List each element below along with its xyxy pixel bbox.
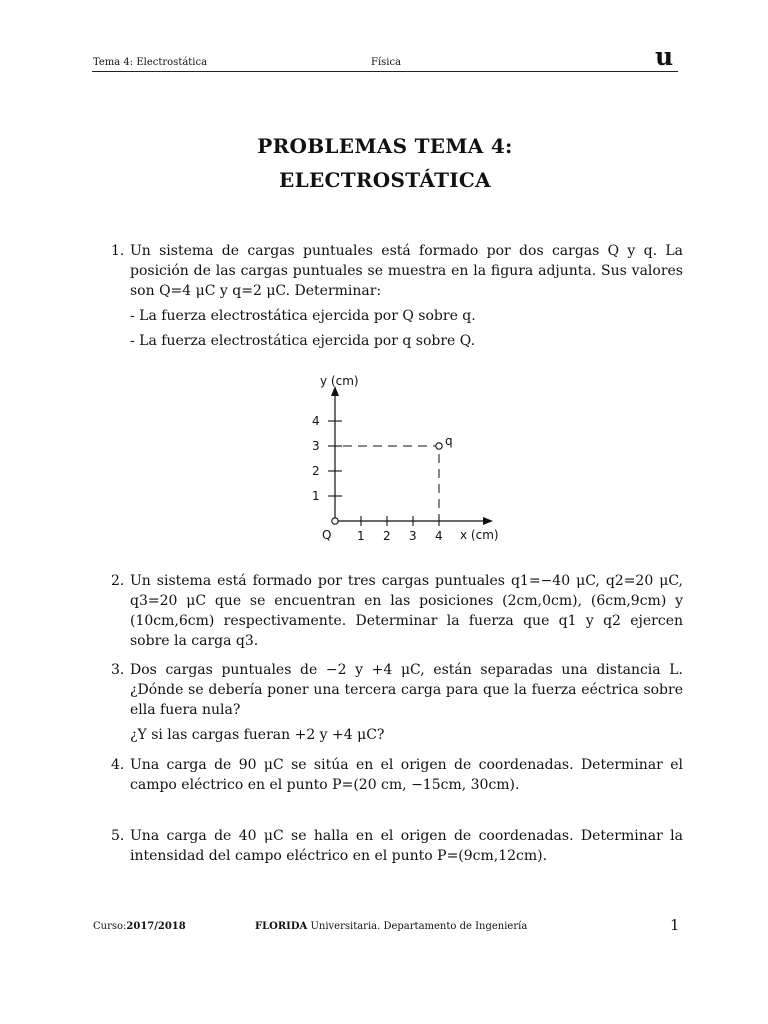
- page-number: 1: [670, 916, 680, 934]
- header-divider: [92, 71, 678, 72]
- problem-3: [111, 660, 683, 745]
- y-tick-label: 2: [312, 464, 320, 478]
- problem-1: [111, 241, 683, 351]
- footer-department: Universitaria. Departamento de Ingeniería: [307, 921, 528, 932]
- problem-text: Dos cargas puntuales de −2 y +4 μC, están separadas una distancia L. ¿Dónde se debería poner una tercera carga para que la fuerza eéctrica sobre ella fuera nula?: [130, 662, 683, 718]
- problem-followup: ¿Y si las cargas fueran +2 y +4 μC?: [130, 727, 385, 743]
- x-tick-label: 1: [357, 529, 365, 543]
- footer-institution: [255, 921, 527, 932]
- problem-subitem: - La fuerza electrostática ejercida por Q sobre q.: [130, 308, 476, 324]
- x-axis-label: x (cm): [460, 528, 499, 542]
- header-subject: Física: [371, 57, 402, 68]
- page-title-line1: PROBLEMAS TEMA 4:: [257, 134, 513, 158]
- charge-Q-marker: [332, 518, 338, 524]
- footer-course-label: Curso:: [93, 921, 127, 932]
- footer-course-value: 2017/2018: [126, 921, 186, 932]
- y-tick-label: 4: [312, 414, 320, 428]
- problem-text: Una carga de 90 μC se sitúa en el origen de coordenadas. Determinar el campo eléctrico en el punto P=(20 cm, −15cm, 30cm).: [130, 757, 683, 793]
- point-label: q: [445, 434, 453, 448]
- origin-label: Q: [322, 528, 332, 542]
- problem-text: Una carga de 40 μC se halla en el origen de coordenadas. Determinar la intensidad del campo eléctrico en el punto P=(9cm,12cm).: [130, 828, 683, 864]
- x-tick-label: 3: [409, 529, 417, 543]
- charge-position-figure: [300, 368, 510, 548]
- problem-2: [111, 571, 683, 651]
- y-tick-label: 3: [312, 439, 320, 453]
- x-tick-label: 2: [383, 529, 391, 543]
- charge-q-marker: [436, 443, 442, 449]
- problem-number: 3.: [111, 662, 125, 678]
- problem-number: 2.: [111, 573, 125, 589]
- page-title-line2: ELECTROSTÁTICA: [279, 168, 491, 192]
- problem-text: Un sistema está formado por tres cargas puntuales q1=−40 μC, q2=20 μC, q3=20 μC que se encuentran en las posiciones (2cm,0cm), (6cm,9cm) y (10cm,6cm) respectivamente. Determinar la fuerza que q1 y q2 ejercen sobre la carga q3.: [130, 573, 683, 649]
- problem-number: 1.: [111, 243, 125, 259]
- problem-4: [111, 755, 683, 795]
- footer-institution-name: FLORIDA: [255, 921, 308, 932]
- problem-subitem: - La fuerza electrostática ejercida por q sobre Q.: [130, 333, 476, 349]
- y-tick-label: 1: [312, 489, 320, 503]
- problem-text: Un sistema de cargas puntuales está formado por dos cargas Q y q. La posición de las cargas puntuales se muestra en la figura adjunta. Sus valores son Q=4 μC y q=2 μC. Determinar:: [130, 243, 683, 299]
- y-axis-label: y (cm): [320, 374, 359, 388]
- problem-5: [111, 826, 683, 866]
- header-logo: u: [655, 42, 674, 71]
- problem-number: 4.: [111, 757, 125, 773]
- x-axis-arrow: [483, 517, 493, 525]
- x-tick-label: 4: [435, 529, 443, 543]
- problem-number: 5.: [111, 828, 125, 844]
- header-topic: Tema 4: Electrostática: [93, 57, 208, 68]
- footer-course: [93, 921, 186, 932]
